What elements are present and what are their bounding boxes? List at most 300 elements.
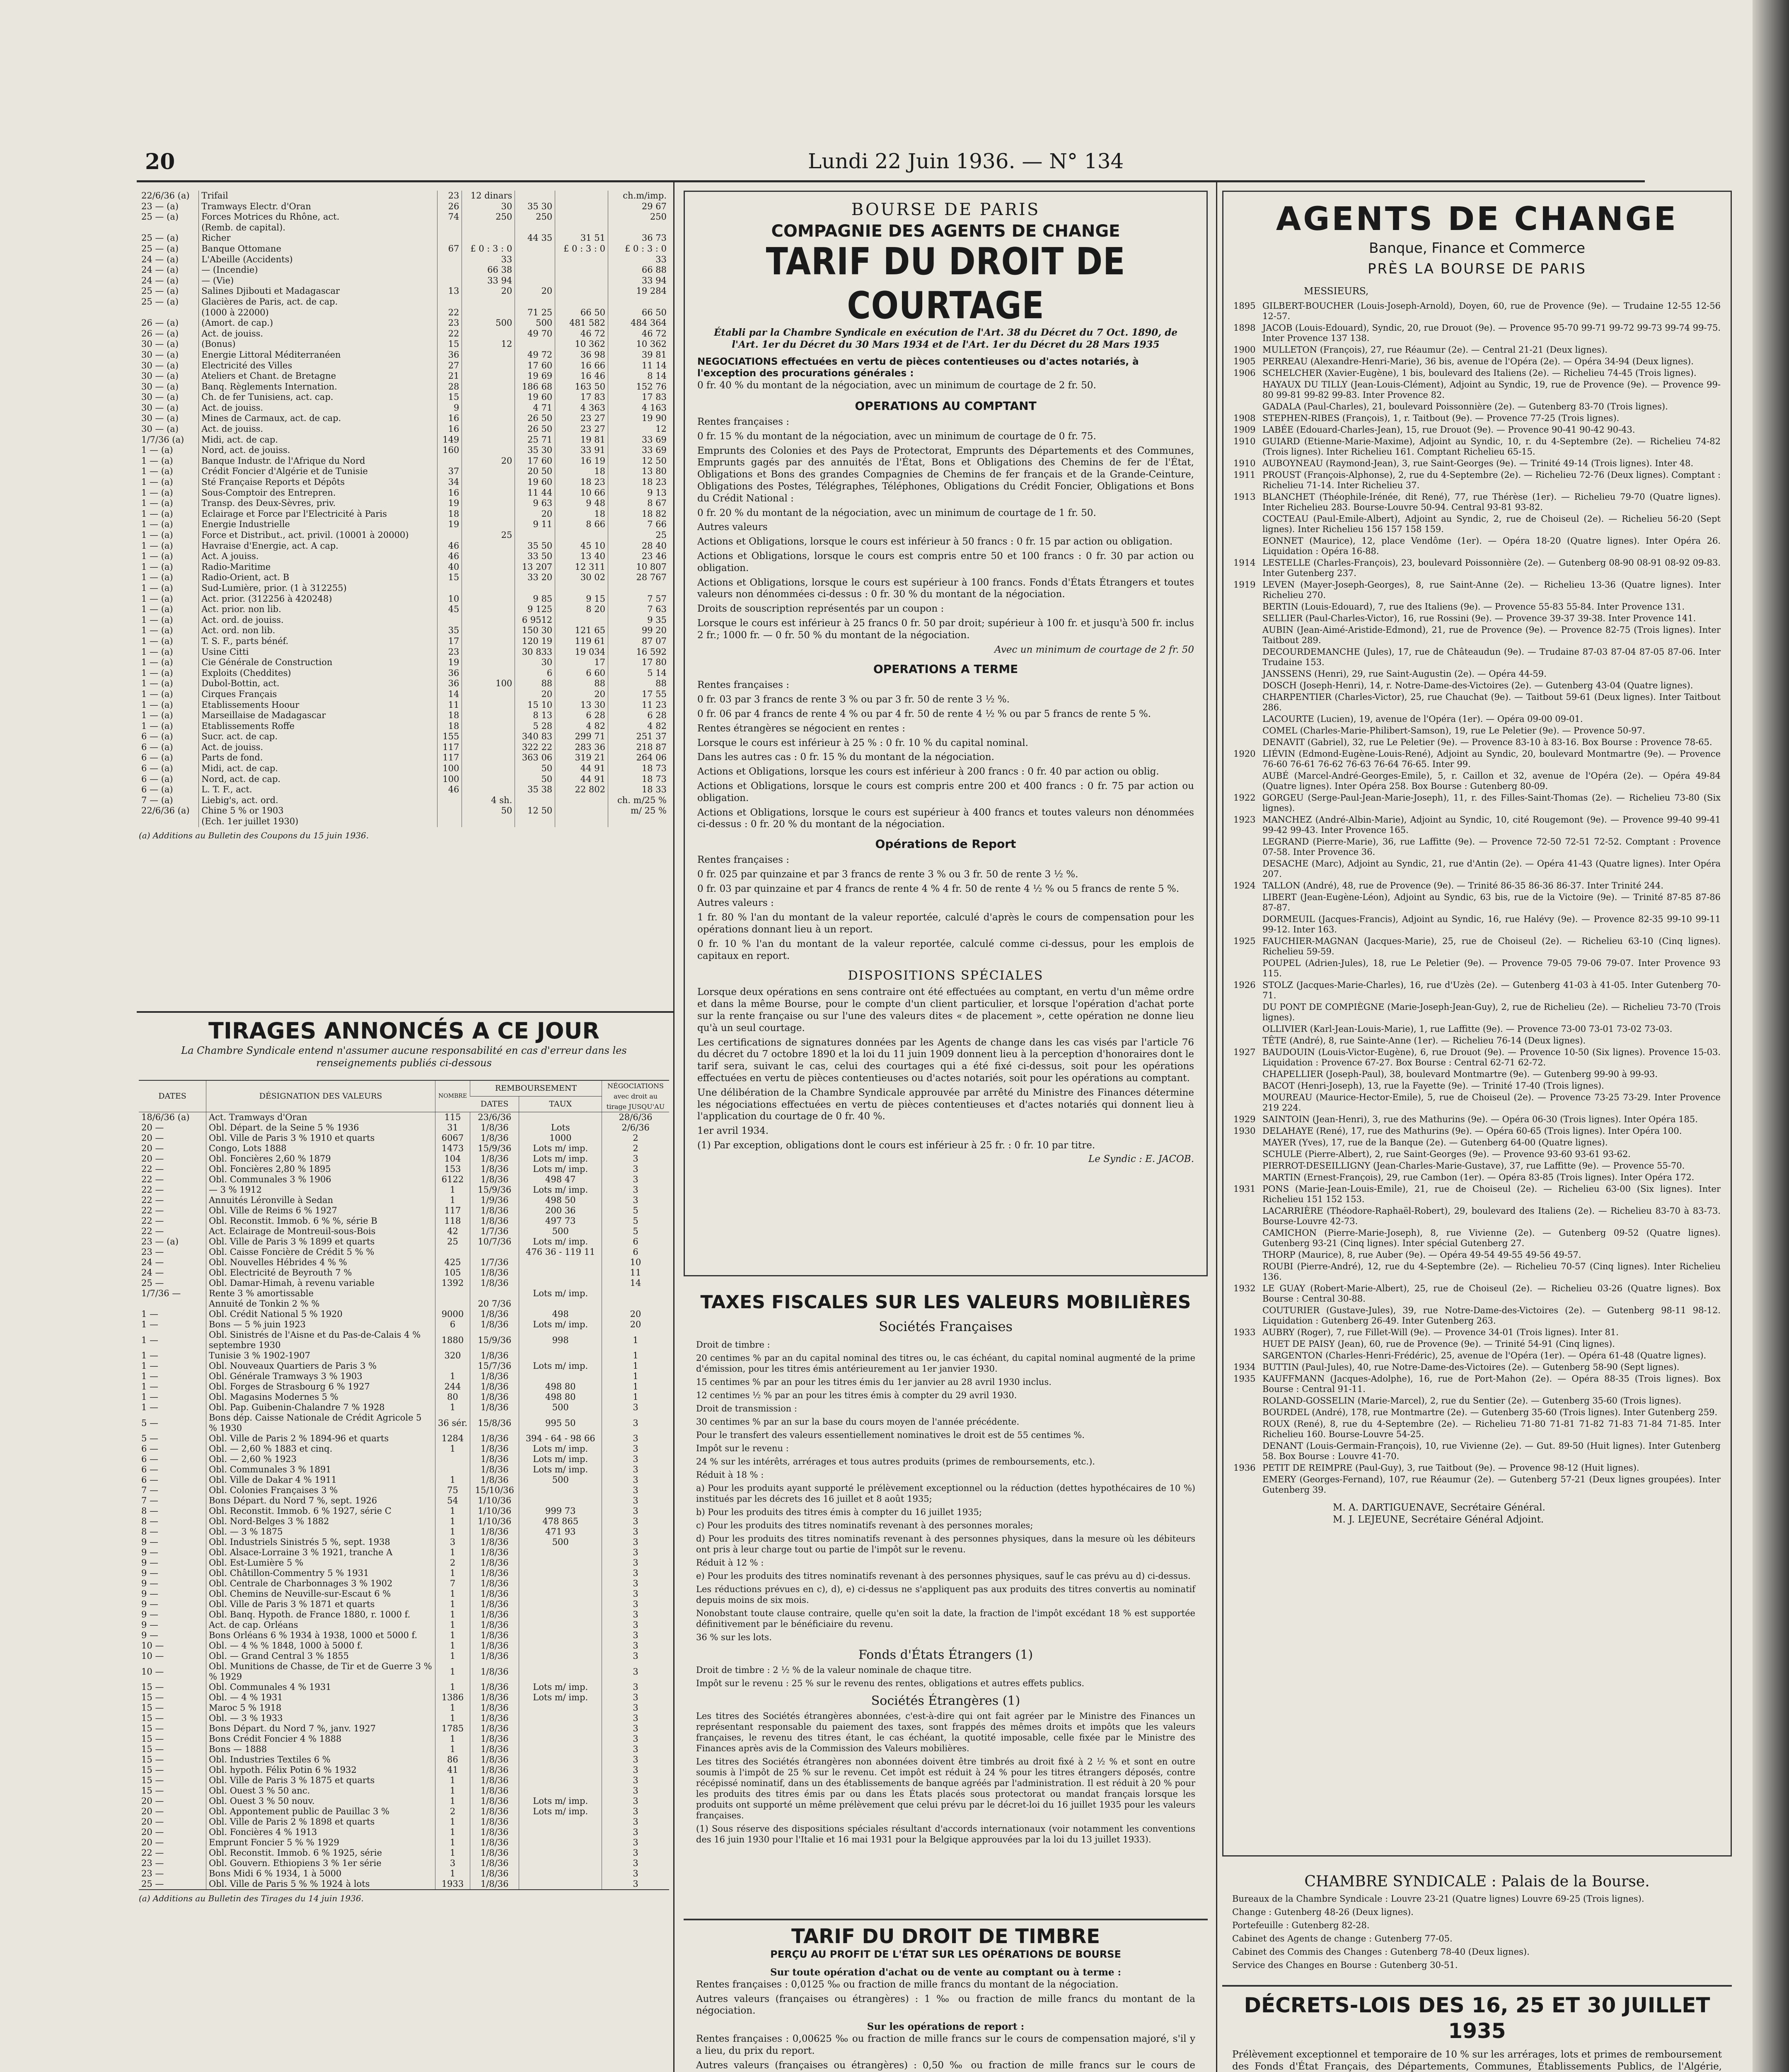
agent-text: STOLZ (Jacques-Marie-Charles), 16, rue d'Uzès (2e). — Gutenberg 41-03 à 41-05. Inter Gutenberg 70-71. xyxy=(1262,980,1721,1000)
table-row xyxy=(139,1268,669,1278)
table-cell: 13 40 xyxy=(555,551,608,562)
table-row xyxy=(139,435,669,445)
agent-entry xyxy=(1233,402,1721,412)
table-cell: Lots m/ imp. xyxy=(519,1361,602,1371)
table-cell: Bons Crédit Foncier 4 % 1888 xyxy=(206,1734,435,1744)
table-cell: 25 — (a) xyxy=(141,243,179,254)
table-cell xyxy=(435,1288,470,1299)
table-cell: Parts de fond. xyxy=(199,753,438,763)
table-row xyxy=(139,1154,669,1164)
table-cell: 498 80 xyxy=(519,1392,602,1402)
table-cell: 18 xyxy=(437,721,462,732)
table-cell xyxy=(608,816,670,827)
table-cell: 3 xyxy=(602,1154,670,1164)
table-cell: 1/8/36 xyxy=(470,1589,519,1599)
table-cell: 1 xyxy=(435,1589,470,1599)
table-cell: 24 — (a) xyxy=(141,254,179,264)
table-cell: 99 20 xyxy=(608,625,670,636)
table-cell: 66 50 xyxy=(608,307,670,318)
table-cell xyxy=(462,742,515,753)
table-cell: 1 xyxy=(435,1547,470,1558)
agent-year: 1911 xyxy=(1233,470,1256,480)
table-row xyxy=(139,1288,669,1299)
table-cell: 74 xyxy=(437,212,462,223)
table-cell: 3 xyxy=(602,1630,670,1641)
agent-text: MULLETON (François), 27, rue Réaumur (2e). — Central 21-21 (Deux lignes). xyxy=(1262,344,1608,355)
table-cell: Obl. Magasins Modernes 5 % xyxy=(206,1392,435,1402)
tax-paragraph: e) Pour les produits des titres nominatifs revenant à des personnes physiques, sauf le cas prévu au d) ci-dessus. xyxy=(696,1571,1191,1581)
table-cell: 3 xyxy=(602,1837,670,1848)
table-cell: 3 xyxy=(602,1723,670,1734)
agent-entry xyxy=(1233,771,1721,792)
table-row xyxy=(139,1858,669,1869)
table-cell: 6 xyxy=(602,1237,670,1247)
table-cell xyxy=(435,1299,470,1309)
table-cell: 4 163 xyxy=(608,403,670,414)
table-cell: 35 38 xyxy=(515,784,555,795)
agents-messieurs: MESSIEURS, xyxy=(1304,286,1369,297)
table-cell: 11 xyxy=(437,700,462,711)
syndic-signature: Le Syndic : E. JACOB. xyxy=(1088,1153,1194,1164)
table-row xyxy=(139,1433,669,1444)
table-cell: 18 33 xyxy=(608,784,670,795)
table-row xyxy=(139,1454,669,1464)
table-cell: Salines Djibouti et Madagascar xyxy=(199,286,438,297)
table-cell: Etablissements Roffe xyxy=(199,721,438,732)
table-cell: 1/8/36 xyxy=(470,1568,519,1578)
table-cell: 498 80 xyxy=(519,1382,602,1392)
table-cell: 7 66 xyxy=(608,519,670,530)
table-cell: 3 xyxy=(602,1806,670,1817)
table-cell: 18 73 xyxy=(608,763,670,774)
table-cell: 23 xyxy=(437,191,462,201)
table-cell: 30 — (a) xyxy=(141,371,179,381)
table-cell: 28 xyxy=(437,382,462,392)
table-cell: 20 50 xyxy=(515,466,555,477)
table-cell: Maroc 5 % 1918 xyxy=(206,1703,435,1713)
table-cell: 13 80 xyxy=(608,466,670,477)
table-cell: 1/7/36 xyxy=(470,1226,519,1237)
terme-paragraph: Actions et Obligations, lorsque le cours est compris entre 200 et 400 francs : 0 fr. 75 par action ou obligation. xyxy=(697,780,1194,804)
terme-paragraph: 0 fr. 06 par 4 francs de rente 4 % ou par 4 fr. 50 de rente 4 ½ % ou par 5 francs de rente 5 %. xyxy=(697,708,1151,719)
table-cell: 30 — (a) xyxy=(141,349,179,360)
table-cell: 105 xyxy=(435,1268,470,1278)
table-cell: 1386 xyxy=(435,1692,470,1703)
table-cell: Obl. Centrale de Charbonnages 3 % 1902 xyxy=(206,1578,435,1589)
table-cell xyxy=(519,1630,602,1641)
agent-year xyxy=(1233,892,1262,913)
table-cell: T. S. F., parts bénéf. xyxy=(199,636,438,647)
table-cell: 9 63 xyxy=(515,498,555,509)
table-cell: Forces Motrices du Rhône, act. xyxy=(199,212,438,223)
agent-text: MARTIN (Ernest-François), 29, rue Cambon (1er). — Opéra 83-85 (Trois lignes). Inter Opéra 172. xyxy=(1262,1172,1695,1182)
table-cell: 13 30 xyxy=(555,700,608,711)
table-cell: 498 47 xyxy=(519,1174,602,1185)
fonds-etats-title: Fonds d'États Étrangers (1) xyxy=(858,1648,1033,1662)
table-row xyxy=(139,212,669,223)
agent-year xyxy=(1233,1024,1262,1034)
col-remb-taux: TAUX xyxy=(519,1097,602,1112)
table-cell: 10 — xyxy=(141,1641,164,1651)
table-cell: 30 02 xyxy=(555,572,608,583)
table-cell xyxy=(462,594,515,605)
table-cell: 1 xyxy=(602,1361,670,1371)
table-row xyxy=(139,1610,669,1620)
tirages-section xyxy=(139,1015,669,2072)
agent-entry xyxy=(1233,602,1721,612)
table-cell: Obl. Communales 3 % 1906 xyxy=(206,1174,435,1185)
agent-year xyxy=(1233,1161,1262,1171)
table-cell: 3 xyxy=(602,1692,670,1703)
table-cell: 322 22 xyxy=(515,742,555,753)
table-cell: 250 xyxy=(462,212,515,223)
tirages-subtitle: La Chambre Syndicale entend n'assumer aucune responsabilité en cas d'erreur dans les renseignements publiés ci-dessous xyxy=(181,1045,627,1069)
agent-text: SCHULE (Pierre-Albert), 2, rue Saint-Georges (9e). — Provence 93-60 93-61 93-62. xyxy=(1262,1149,1631,1159)
table-cell: 18/6/36 (a) xyxy=(141,1112,190,1122)
table-cell: — (Vie) xyxy=(199,276,438,286)
agent-entry xyxy=(1233,914,1721,935)
agent-year xyxy=(1233,1002,1262,1023)
agent-entry xyxy=(1233,345,1721,355)
table-cell: m/ 25 % xyxy=(608,806,670,816)
agent-text: HUET DE PAISY (Jean), 60, rue de Provence (9e). — Trinité 54-91 (Cinq lignes). xyxy=(1262,1339,1615,1349)
agent-entry xyxy=(1233,1374,1721,1394)
table-cell xyxy=(515,244,555,254)
table-cell: 66 38 xyxy=(462,265,515,276)
table-cell: 49 70 xyxy=(515,329,555,339)
table-cell: Usine Citti xyxy=(199,647,438,658)
col-nombre: NOMBRE xyxy=(435,1080,470,1112)
agent-text: SARGENTON (Charles-Henri-Frédéric), 25, avenue de l'Opéra (1er). — Opéra 61-48 (Quatre lignes). xyxy=(1262,1350,1707,1360)
table-cell: 3 xyxy=(602,1775,670,1786)
table-row xyxy=(139,1299,669,1309)
table-cell: 1 xyxy=(435,1848,470,1858)
table-cell: 3 xyxy=(602,1620,670,1630)
table-cell: 100 xyxy=(437,763,462,774)
table-row xyxy=(139,1361,669,1371)
table-cell: 3 xyxy=(602,1796,670,1806)
table-cell: 15 — xyxy=(141,1765,164,1775)
table-cell xyxy=(462,413,515,424)
table-cell xyxy=(462,488,515,499)
table-cell: 1/8/36 xyxy=(470,1734,519,1744)
table-row xyxy=(139,1112,669,1123)
agent-entry xyxy=(1233,470,1721,491)
table-cell: 1 — xyxy=(141,1392,159,1402)
table-row xyxy=(139,223,669,233)
agent-entry xyxy=(1233,1184,1721,1205)
table-cell: Electricité des Villes xyxy=(199,361,438,371)
table-cell xyxy=(435,1361,470,1371)
agent-year xyxy=(1233,1172,1262,1183)
table-cell: 3 xyxy=(602,1195,670,1205)
table-row xyxy=(139,1278,669,1288)
tax-paragraph: Droit de transmission : xyxy=(696,1404,798,1414)
table-cell: 498 50 xyxy=(519,1195,602,1205)
table-cell: 33 20 xyxy=(515,572,555,583)
table-cell: 1 xyxy=(435,1371,470,1382)
table-row xyxy=(139,233,669,244)
table-row xyxy=(139,1143,669,1154)
table-cell: 7 — xyxy=(141,1485,159,1495)
table-cell: Obl. Industries Textiles 6 % xyxy=(206,1755,435,1765)
table-cell: 28 40 xyxy=(608,541,670,552)
table-row xyxy=(139,1796,669,1806)
agent-year xyxy=(1233,914,1262,935)
table-cell: 22 — xyxy=(141,1226,164,1236)
table-cell: 1/8/36 xyxy=(470,1164,519,1174)
table-cell: 11 23 xyxy=(608,700,670,711)
table-cell: 15/9/36 xyxy=(470,1143,519,1154)
table-cell xyxy=(462,583,515,594)
table-cell: 4 71 xyxy=(515,403,555,414)
table-cell: 30 — (a) xyxy=(141,339,179,349)
etranger-paragraph: (1) Sous réserve des dispositions spéciales résultant d'accords internationaux (voir notamment les conventions des 16 juin 1930 pour l'Italie et 16 mai 1931 pour la Belgique approuvées par la loi du 13 juillet 1933). xyxy=(696,1824,1195,1844)
table-row xyxy=(139,297,669,307)
table-row xyxy=(139,1827,669,1837)
table-cell: 22 — xyxy=(141,1195,164,1205)
table-cell: 1 — (a) xyxy=(141,700,173,710)
table-cell xyxy=(462,361,515,371)
table-cell: 13 207 xyxy=(515,562,555,573)
table-cell: 1/8/36 xyxy=(470,1454,519,1464)
table-cell: 44 35 xyxy=(515,233,555,244)
agent-entry xyxy=(1233,301,1721,322)
table-cell xyxy=(519,1558,602,1568)
table-cell: 299 71 xyxy=(555,731,608,742)
table-cell: Bons Midi 6 % 1934, 1 à 5000 xyxy=(206,1869,435,1879)
timbre-section xyxy=(684,1919,1208,2072)
table-cell: 3 xyxy=(602,1433,670,1444)
table-cell: 33 69 xyxy=(608,435,670,445)
table-cell: 1/8/36 xyxy=(470,1123,519,1133)
table-cell: 14 xyxy=(602,1278,670,1288)
table-row xyxy=(139,1786,669,1796)
table-cell: Obl. Ouest 3 % 50 anc. xyxy=(206,1786,435,1796)
table-row xyxy=(139,572,669,583)
table-cell: 9 35 xyxy=(608,615,670,626)
table-cell: 1/8/36 xyxy=(470,1475,519,1485)
table-cell: 15/10/36 xyxy=(470,1485,519,1496)
table-row xyxy=(139,615,669,626)
table-cell xyxy=(515,276,555,286)
table-row xyxy=(139,1630,669,1641)
table-row xyxy=(139,1506,669,1516)
table-cell xyxy=(515,297,555,307)
table-cell xyxy=(515,223,555,233)
agent-text: PERREAU (Alexandre-Henri-Marie), 36 bis, avenue de l'Opéra (2e). — Opéra 34-94 (Deux lignes). xyxy=(1262,356,1694,366)
table-cell: 30 — (a) xyxy=(141,392,179,402)
table-cell: 25 — xyxy=(141,1278,164,1288)
table-cell: 1/7/36 — xyxy=(141,1288,181,1298)
agent-entry xyxy=(1233,749,1721,770)
table-cell: 26 50 xyxy=(515,413,555,424)
tax-paragraph: a) Pour les produits ayant supporté le prélèvement exceptionnel ou la réduction (dettes hypothécaires de 10 %) institués par les décrets des 16 juillet et 8 août 1935; xyxy=(696,1483,1195,1504)
table-cell: 1/8/36 xyxy=(470,1402,519,1413)
table-row xyxy=(139,456,669,467)
table-cell: Bons dép. Caisse Nationale de Crédit Agricole 5 % 1930 xyxy=(206,1413,435,1433)
table-cell xyxy=(519,1547,602,1558)
tax-paragraph: b) Pour les produits des titres émis à compter du 16 juillet 1935; xyxy=(696,1507,982,1517)
agent-year: 1934 xyxy=(1233,1362,1256,1372)
table-cell: 33 94 xyxy=(608,276,670,286)
table-cell: 10 807 xyxy=(608,562,670,573)
table-cell xyxy=(555,254,608,265)
table-cell xyxy=(602,1288,670,1299)
table-cell: Act. prior. non lib. xyxy=(199,604,438,615)
table-cell: Midi, act. de cap. xyxy=(199,763,438,774)
agent-entry xyxy=(1233,425,1721,435)
table-cell xyxy=(519,1299,602,1309)
table-cell: 1/8/36 xyxy=(470,1154,519,1164)
table-cell: Sucr. act. de cap. xyxy=(199,731,438,742)
table-cell: Obl. Crédit National 5 % 1920 xyxy=(206,1309,435,1319)
tax-paragraph: c) Pour les produits des titres nominatifs revenant à des personnes morales; xyxy=(696,1520,1033,1530)
terme-paragraph: Rentes françaises : xyxy=(697,680,789,691)
table-cell xyxy=(555,265,608,276)
secretaire-general: M. A. DARTIGUENAVE, Secrétaire Général. xyxy=(1333,1502,1545,1513)
table-cell: Act. de jouiss. xyxy=(199,403,438,414)
table-cell: 481 582 xyxy=(555,318,608,329)
table-cell: 10 362 xyxy=(555,339,608,350)
table-cell: 1/10/36 xyxy=(470,1496,519,1506)
table-cell xyxy=(519,1112,602,1123)
table-cell: Obl. — 3 % 1933 xyxy=(206,1713,435,1723)
table-cell: 1/8/36 xyxy=(470,1755,519,1765)
table-cell: 2 xyxy=(435,1558,470,1568)
table-cell: 1 — (a) xyxy=(141,721,173,731)
table-cell: 50 xyxy=(515,763,555,774)
tirages-title: TIRAGES ANNONCÉS A CE JOUR xyxy=(208,1018,600,1044)
table-cell xyxy=(437,795,462,806)
agent-text: CHARPENTIER (Charles-Victor), 25, rue Chauchat (9e). — Taitbout 59-61 (Deux lignes). Inter Taitbout 286. xyxy=(1262,692,1721,712)
table-cell: 17 80 xyxy=(608,657,670,668)
table-row xyxy=(139,307,669,318)
agent-entry xyxy=(1233,368,1721,378)
table-cell: 500 xyxy=(519,1402,602,1413)
table-cell: 1/8/36 xyxy=(470,1703,519,1713)
agent-year xyxy=(1233,514,1262,535)
table-cell: 1/8/36 xyxy=(470,1879,519,1890)
table-cell: 19 284 xyxy=(608,286,670,297)
table-cell: 1 xyxy=(435,1827,470,1837)
table-cell xyxy=(462,689,515,700)
table-cell xyxy=(555,816,608,827)
table-cell: 23 — (a) xyxy=(141,1237,179,1247)
table-cell xyxy=(139,307,199,318)
table-cell xyxy=(515,816,555,827)
table-cell: 1/8/36 xyxy=(470,1392,519,1402)
table-cell: 9 — xyxy=(141,1589,159,1599)
agent-year xyxy=(1233,669,1262,679)
table-row xyxy=(139,1257,669,1268)
courtage-established: Établi par la Chambre Syndicale en exécution de l'Art. 38 du Décret du 7 Oct. 1890, de l'Art. 1er du Décret du 30 Mars 1934 et de l'Art. 1er du Décret du 28 Mars 1935 xyxy=(714,327,1177,350)
table-row xyxy=(139,1765,669,1775)
table-cell: 18 xyxy=(437,710,462,721)
table-cell xyxy=(519,1257,602,1268)
timbre-achat-title: Sur toute opération d'achat ou de vente au comptant ou à terme : xyxy=(770,1967,1122,1978)
table-cell xyxy=(515,795,555,806)
agent-entry xyxy=(1233,859,1721,879)
table-cell: Act. de jouiss. xyxy=(199,424,438,435)
agent-year xyxy=(1233,837,1262,857)
table-cell: Tramways Electr. d'Oran xyxy=(199,201,438,212)
agent-text: PETIT DE REIMPRE (Paul-Guy), 3, rue Taitbout (9e). — Provence 98-12 (Huit lignes). xyxy=(1262,1462,1639,1473)
societes-francaises: Sociétés Françaises xyxy=(879,1319,1013,1334)
table-cell: Banque Ottomane xyxy=(199,244,438,254)
table-cell: 20 xyxy=(515,689,555,700)
table-cell: 363 06 xyxy=(515,753,555,763)
table-cell: Obl. Industriels Sinistrés 5 %, sept. 1938 xyxy=(206,1537,435,1547)
table-cell: 9 11 xyxy=(515,519,555,530)
tax-paragraph: Impôt sur le revenu : xyxy=(696,1443,789,1453)
table-cell: Radio-Maritime xyxy=(199,562,438,573)
table-cell: 19 xyxy=(437,498,462,509)
table-cell: 1 — xyxy=(141,1382,159,1392)
table-cell xyxy=(462,509,515,520)
table-cell xyxy=(519,1723,602,1734)
table-cell: Lots m/ imp. xyxy=(519,1796,602,1806)
table-cell: 18 xyxy=(555,466,608,477)
table-cell: Obl. Foncières 2,80 % 1895 xyxy=(206,1164,435,1174)
table-cell: 18 xyxy=(555,509,608,520)
table-cell: 15/9/36 xyxy=(470,1185,519,1195)
tax-paragraph: Réduit à 12 % : xyxy=(696,1558,764,1568)
table-row xyxy=(139,1527,669,1537)
table-cell: Obl. Départ. de la Seine 5 % 1936 xyxy=(206,1123,435,1133)
table-cell: Radio-Orient, act. B xyxy=(199,572,438,583)
table-row xyxy=(139,382,669,392)
tax-paragraph: Pour le transfert des valeurs essentiellement nominatives le droit est de 55 centimes %. xyxy=(696,1430,1085,1440)
table-cell: 160 xyxy=(437,445,462,456)
table-cell xyxy=(555,276,608,286)
table-cell: 19 69 xyxy=(515,371,555,382)
column-divider-right xyxy=(1216,182,1217,2072)
table-cell: 66 50 xyxy=(555,307,608,318)
table-row xyxy=(139,1444,669,1454)
table-cell: 30 — (a) xyxy=(141,424,179,434)
table-row xyxy=(139,530,669,541)
table-cell: 33 91 xyxy=(555,445,608,456)
table-cell: 28 767 xyxy=(608,572,670,583)
agent-year xyxy=(1233,1036,1262,1046)
agent-year xyxy=(1233,958,1262,979)
table-cell: Lots m/ imp. xyxy=(519,1444,602,1454)
table-cell: 15 — xyxy=(141,1775,164,1785)
table-cell: 6 xyxy=(515,668,555,679)
agent-text: LABÉE (Edouard-Charles-Jean), 15, rue Drouot (9e). — Provence 90-41 90-42 90-43. xyxy=(1262,424,1635,435)
agent-year xyxy=(1233,402,1262,412)
agent-entry xyxy=(1233,1138,1721,1148)
table-cell xyxy=(519,1786,602,1796)
table-cell: 1 xyxy=(435,1599,470,1610)
table-cell: 3 xyxy=(602,1413,670,1433)
table-row xyxy=(139,1806,669,1817)
table-cell: Obl. Ville de Paris 5 % % 1924 à lots xyxy=(206,1879,435,1890)
agent-text: BOURDEL (André), 178, rue Montmartre (2e). — Gutenberg 35-60 (Trois lignes). Inter Gutenberg 259. xyxy=(1262,1407,1718,1417)
comptant-title: OPERATIONS AU COMPTANT xyxy=(855,399,1037,413)
table-cell xyxy=(555,530,608,541)
table-cell: 320 xyxy=(435,1351,470,1361)
table-cell: 33 69 xyxy=(608,445,670,456)
table-cell: 8 — xyxy=(141,1516,159,1526)
table-cell: 25 71 xyxy=(515,435,555,445)
table-row xyxy=(139,1558,669,1568)
agent-text: DENAVIT (Gabriel), 32, rue Le Peletier (9e). — Provence 83-10 à 83-16. Box Bourse : Provence 78-65. xyxy=(1262,737,1712,747)
table-cell: 1/8/36 xyxy=(470,1205,519,1216)
table-cell: 22/6/36 (a) xyxy=(141,191,190,201)
table-cell: Obl. — 2,60 % 1883 et cinq. xyxy=(206,1444,435,1454)
